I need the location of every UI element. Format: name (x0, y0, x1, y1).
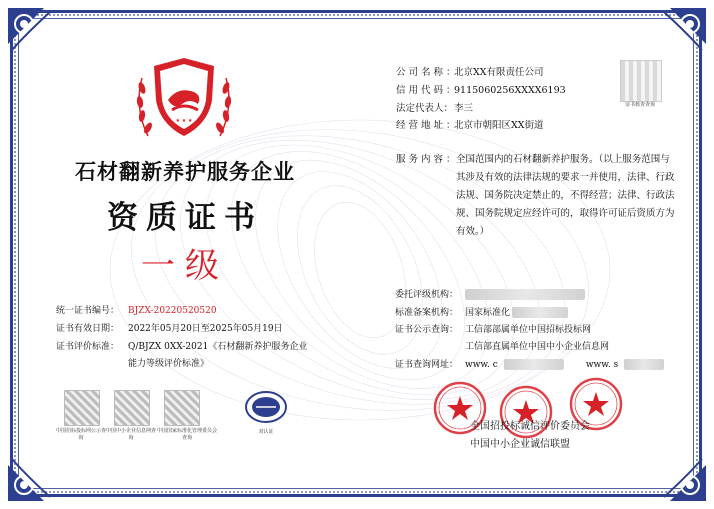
legal-rep-row (396, 100, 473, 118)
address-value: 北京市朝阳区XX街道 (454, 120, 544, 131)
corner-ornament-icon (4, 4, 56, 56)
redacted-value (465, 289, 585, 300)
qr-code-icon (64, 390, 100, 426)
filing-org-row (395, 305, 568, 322)
qr-code-label: 证书核查查询 (624, 102, 655, 108)
redacted-value (624, 359, 664, 370)
standard-row (56, 339, 307, 356)
certificate-grade: 一级 (141, 246, 229, 286)
credit-label: 信用代码： (396, 85, 459, 96)
web-value-2: www. s (585, 360, 619, 370)
web-label: 证书查询网址： (395, 360, 459, 370)
company-label: 公司名称： (396, 67, 459, 78)
query-row (395, 322, 591, 339)
address-row (396, 117, 544, 135)
credit-row (396, 82, 566, 100)
qr-code-icon (114, 390, 150, 426)
filing-org-value: 国家标准化 (465, 308, 511, 318)
rating-org-row (395, 287, 585, 304)
scope-label: 服务内容： (396, 154, 459, 165)
rating-org-label: 委托评级机构： (395, 290, 459, 300)
qr-label-3: 中国国家标准化管理委员会查询 (156, 428, 217, 441)
validity-row (56, 321, 283, 338)
issuer-1: 全国招投标诚信评价委员会 (470, 421, 590, 432)
query-value-2: 工信部直属单位中国中小企业信息网 (465, 342, 610, 352)
standard-value-line1: Q/BJZX 0XX-2021《石材翻新养护服务企业 (128, 342, 308, 352)
web-value-1: www. c (465, 360, 498, 370)
credit-value: 9115060256XXXX6193 (454, 85, 566, 96)
corner-ornament-icon (658, 4, 710, 56)
redacted-value (512, 307, 568, 318)
legal-rep-value: 李三 (454, 103, 474, 114)
address-label: 经营地址： (396, 120, 459, 131)
filing-org-label: 标准备案机构： (395, 308, 459, 318)
company-row (396, 64, 544, 82)
scope-value: 全国范围内的石材翻新养护服务。（以上服务范围与其涉及有效的法律法规的要求一并使用，法律、行政法规、国务院决定禁止的，不得经营；法律、行政法规、国务院规定应经许可的，取得许可证后资质方为有效。） (456, 154, 675, 237)
cert-mark-label: 双认证 (258, 429, 274, 435)
certificate-subject-title: 石材翻新养护服务企业 (75, 159, 295, 184)
certificate-title: 资质证书 (107, 200, 263, 236)
redacted-value (504, 359, 564, 370)
qr-code-icon (164, 390, 200, 426)
validity-label: 证书有效日期： (56, 324, 120, 334)
qr-label-2: 中国中小企业信息网查询 (106, 428, 157, 441)
corner-ornament-icon (4, 453, 56, 505)
web-row (395, 357, 664, 374)
qr-label-1: 中国招标投标网公示查询 (56, 428, 107, 441)
query-label: 证书公示查询： (395, 325, 459, 335)
certificate-number-value: BJZX-20220520520 (128, 306, 217, 316)
standard-label: 证书评价标准： (56, 342, 120, 352)
logo-caption: ★ ★ ★ (175, 118, 193, 124)
legal-rep-label: 法定代表人： (396, 103, 454, 114)
issuer-2: 中国中小企业诚信联盟 (470, 439, 570, 450)
standard-value-line2: 能力等级评价标准》 (128, 359, 210, 369)
certification-mark-icon (244, 390, 288, 424)
issuer-block (470, 418, 590, 454)
corner-ornament-icon (658, 453, 710, 505)
validity-value: 2022年05月20日至2025年05月19日 (128, 324, 283, 334)
query-value-1: 工信部部属单位中国招标投标网 (465, 325, 592, 335)
company-value: 北京XX有限责任公司 (454, 67, 544, 78)
certificate-number-label: 统一证书编号： (56, 306, 120, 316)
certificate-number-row (56, 303, 217, 320)
shield-laurel-logo (128, 48, 240, 148)
qr-code-icon (620, 60, 662, 102)
scope-row (396, 151, 459, 169)
